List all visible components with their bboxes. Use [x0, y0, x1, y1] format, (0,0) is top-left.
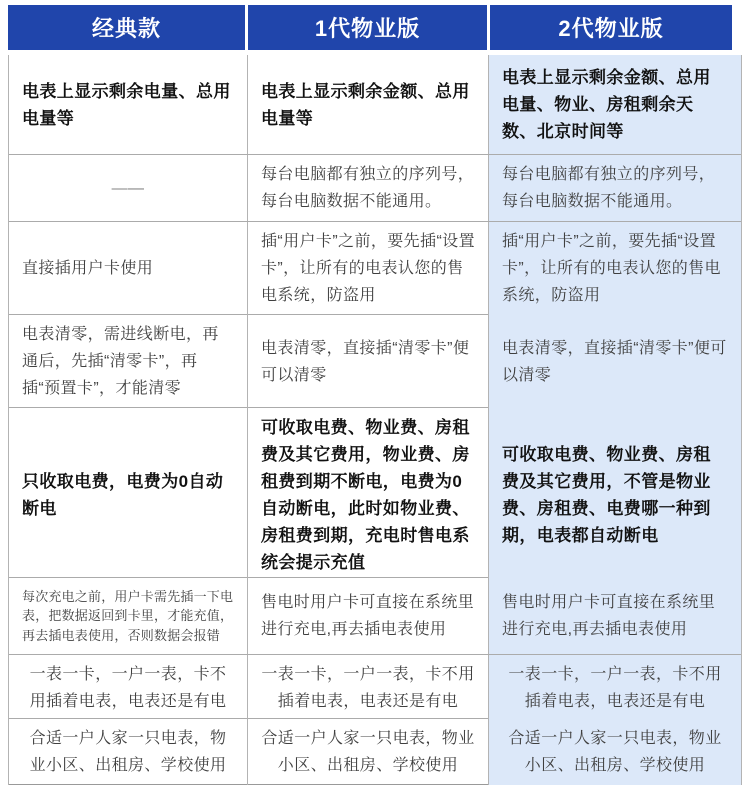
- cell-display-gen1: 电表上显示剩余金额、总用电量等: [248, 55, 489, 154]
- comparison-table: [8, 55, 742, 785]
- cell-usercard-classic: 直接插用户卡使用: [9, 222, 248, 315]
- cell-recharge-gen1: 售电时用户卡可直接在系统里进行充电,再去插电表使用: [248, 578, 489, 654]
- cell-serial-classic-dash: ——: [9, 155, 248, 221]
- cell-usage-gen2: 合适一户人家一只电表，物业小区、出租房、学校使用: [489, 719, 741, 785]
- cell-reset-classic: 电表清零，需进线断电，再通后，先插“清零卡”，再插“预置卡”，才能清零: [9, 315, 248, 408]
- cell-display-classic: 电表上显示剩余电量、总用电量等: [9, 55, 248, 154]
- cell-usercard-gen1: 插“用户卡”之前，要先插“设置卡”，让所有的电表认您的售电系统，防盗用: [248, 222, 489, 315]
- table-row-serial: [9, 155, 741, 222]
- cell-fees-gen2: 可收取电费、物业费、房租费及其它费用，不管是物业费、房租费、电费哪一种到期，电表都自动断电: [489, 408, 741, 582]
- cell-reset-gen1: 电表清零，直接插“清零卡”便可以清零: [248, 315, 489, 408]
- cell-usage-classic: 合适一户人家一只电表，物业小区、出租房、学校使用: [9, 719, 248, 785]
- cell-fees-classic: 只收取电费，电费为0自动断电: [9, 408, 248, 582]
- header-gen2-property: 2代物业版: [490, 5, 742, 50]
- cell-fees-gen1: 可收取电费、物业费、房租费及其它费用，物业费、房租费到期不断电，电费为0自动断电，此时如物业费、房租费到期，充电时售电系统会提示充值: [248, 408, 489, 582]
- table-row-onecard: [9, 655, 741, 719]
- cell-usercard-gen2: 插“用户卡”之前，要先插“设置卡”，让所有的电表认您的售电系统，防盗用: [489, 222, 741, 315]
- table-row-recharge: [9, 578, 741, 655]
- header-classic: 经典款: [8, 5, 248, 50]
- cell-serial-gen2: 每台电脑都有独立的序列号，每台电脑数据不能通用。: [489, 155, 741, 221]
- cell-onecard-classic: 一表一卡，一户一表，卡不用插着电表，电表还是有电: [9, 655, 248, 721]
- table-header: [8, 5, 742, 50]
- table-row-reset: [9, 315, 741, 408]
- cell-reset-gen2: 电表清零，直接插“清零卡”便可以清零: [489, 315, 741, 408]
- cell-recharge-gen2: 售电时用户卡可直接在系统里进行充电,再去插电表使用: [489, 578, 741, 654]
- table-row-fees: [9, 408, 741, 578]
- table-row-usage: [9, 719, 741, 785]
- header-gen1-property: 1代物业版: [248, 5, 490, 50]
- cell-recharge-classic: 每次充电之前，用户卡需先插一下电表，把数据返回到卡里，才能充值，再去插电表使用，否则数据会报错: [9, 578, 248, 654]
- cell-serial-gen1: 每台电脑都有独立的序列号，每台电脑数据不能通用。: [248, 155, 489, 221]
- cell-onecard-gen1: 一表一卡，一户一表，卡不用插着电表，电表还是有电: [248, 655, 489, 721]
- cell-display-gen2: 电表上显示剩余金额、总用电量、物业、房租剩余天数、北京时间等: [489, 55, 741, 154]
- cell-usage-gen1: 合适一户人家一只电表，物业小区、出租房、学校使用: [248, 719, 489, 785]
- table-row-usercard: [9, 222, 741, 315]
- table-row-display: [9, 55, 741, 155]
- cell-onecard-gen2: 一表一卡，一户一表，卡不用插着电表，电表还是有电: [489, 655, 741, 721]
